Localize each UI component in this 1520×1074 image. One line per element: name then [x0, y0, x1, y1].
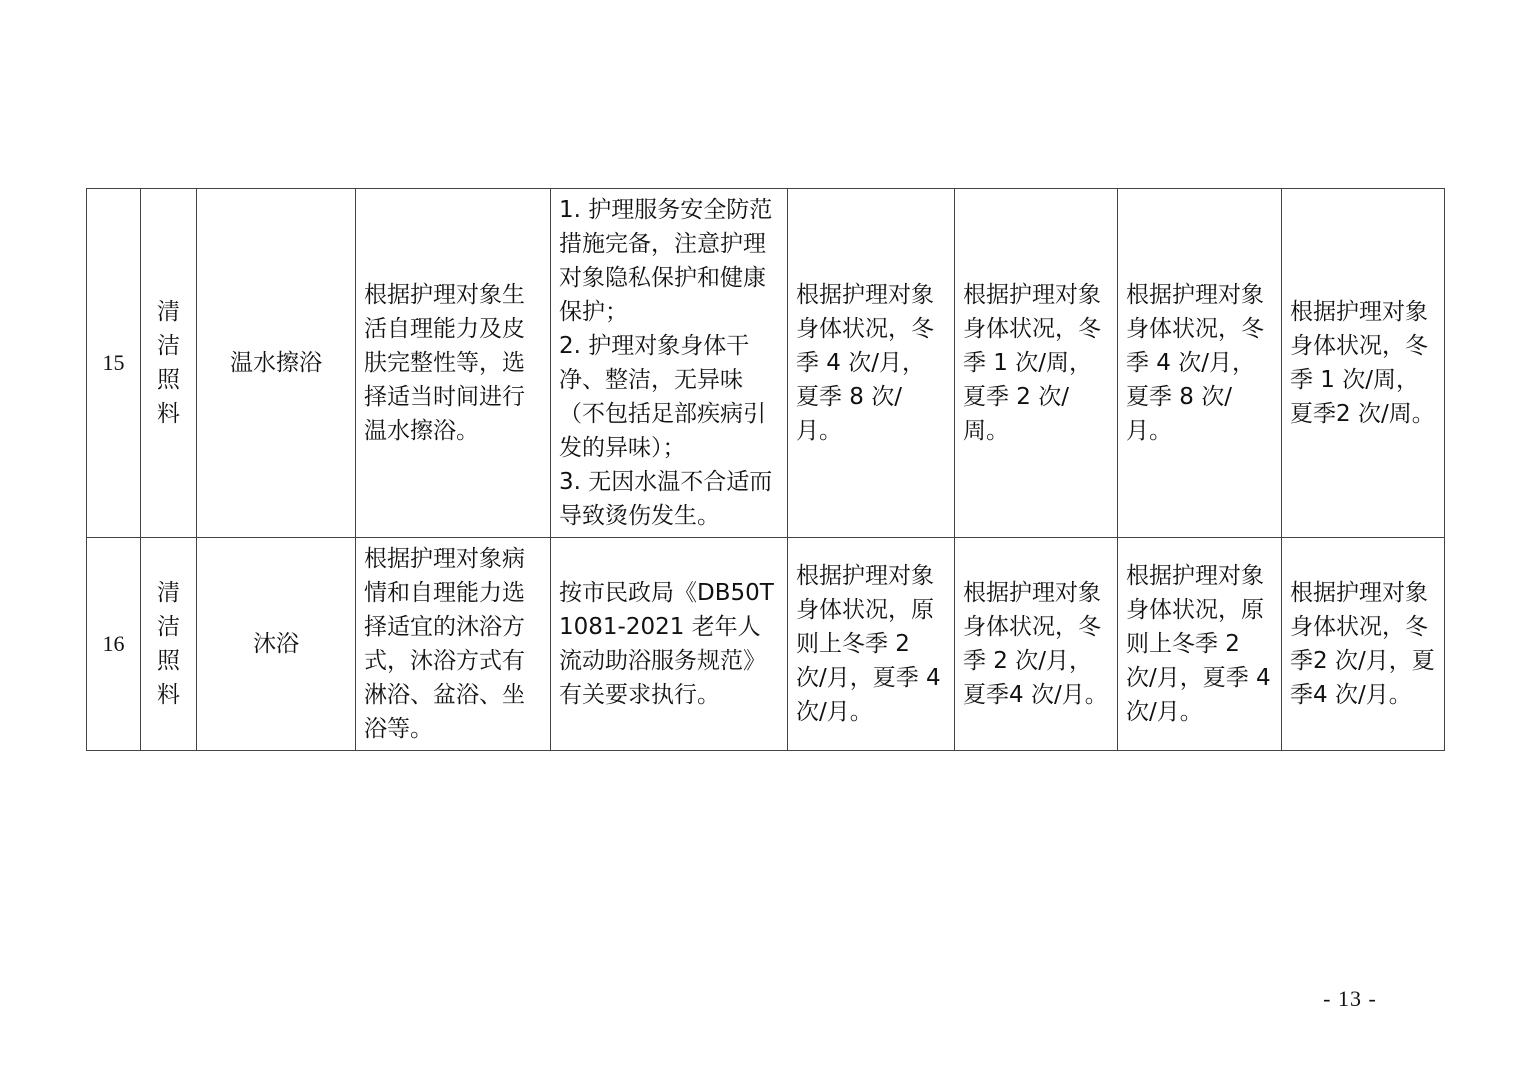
requirement-line: 3. 无因水温不合适而导致烫伤发生。 — [559, 469, 773, 529]
row-number: 16 — [87, 538, 141, 751]
frequency-cell: 根据护理对象身体状况，冬季 1 次/周，夏季 2 次/周。 — [955, 189, 1118, 538]
requirement-line: 2. 护理对象身体干净、整洁，无异味（不包括足部疾病引发的异味）； — [559, 333, 766, 461]
frequency-cell: 根据护理对象身体状况，原则上冬季 2 次/月，夏季 4 次/月。 — [788, 538, 955, 751]
frequency-cell: 根据护理对象身体状况，冬季 4 次/月，夏季 8 次/月。 — [788, 189, 955, 538]
service-item-name: 沐浴 — [197, 538, 356, 751]
category-text: 清洁照料 — [157, 580, 180, 708]
service-item-name: 温水擦浴 — [197, 189, 356, 538]
category-text: 清洁照料 — [157, 299, 180, 427]
service-requirements — [551, 538, 788, 751]
category-cell — [141, 189, 197, 538]
requirement-line: 按市民政局《DB50T 1081-2021 老年人流动助浴服务规范》有关要求执行。 — [559, 580, 774, 708]
row-number: 15 — [87, 189, 141, 538]
frequency-cell: 根据护理对象身体状况，冬季 2 次/月，夏季4 次/月。 — [955, 538, 1118, 751]
table-row — [87, 189, 1445, 538]
service-requirements — [551, 189, 788, 538]
service-content: 根据护理对象病情和自理能力选择适宜的沐浴方式，沐浴方式有淋浴、盆浴、坐浴等。 — [356, 538, 551, 751]
page-number: - 13 - — [1323, 986, 1377, 1011]
frequency-cell: 根据护理对象身体状况，原则上冬季 2 次/月，夏季 4 次/月。 — [1118, 538, 1282, 751]
service-content: 根据护理对象生活自理能力及皮肤完整性等，选择适当时间进行温水擦浴。 — [356, 189, 551, 538]
frequency-cell: 根据护理对象身体状况，冬季2 次/月，夏季4 次/月。 — [1282, 538, 1445, 751]
frequency-cell: 根据护理对象身体状况，冬季 4 次/月，夏季 8 次/月。 — [1118, 189, 1282, 538]
frequency-cell: 根据护理对象身体状况，冬季 1 次/周，夏季2 次/周。 — [1282, 189, 1445, 538]
category-cell — [141, 538, 197, 751]
table-row — [87, 538, 1445, 751]
requirement-line: 1. 护理服务安全防范措施完备，注意护理对象隐私保护和健康保护； — [559, 197, 773, 325]
service-table — [86, 188, 1445, 751]
